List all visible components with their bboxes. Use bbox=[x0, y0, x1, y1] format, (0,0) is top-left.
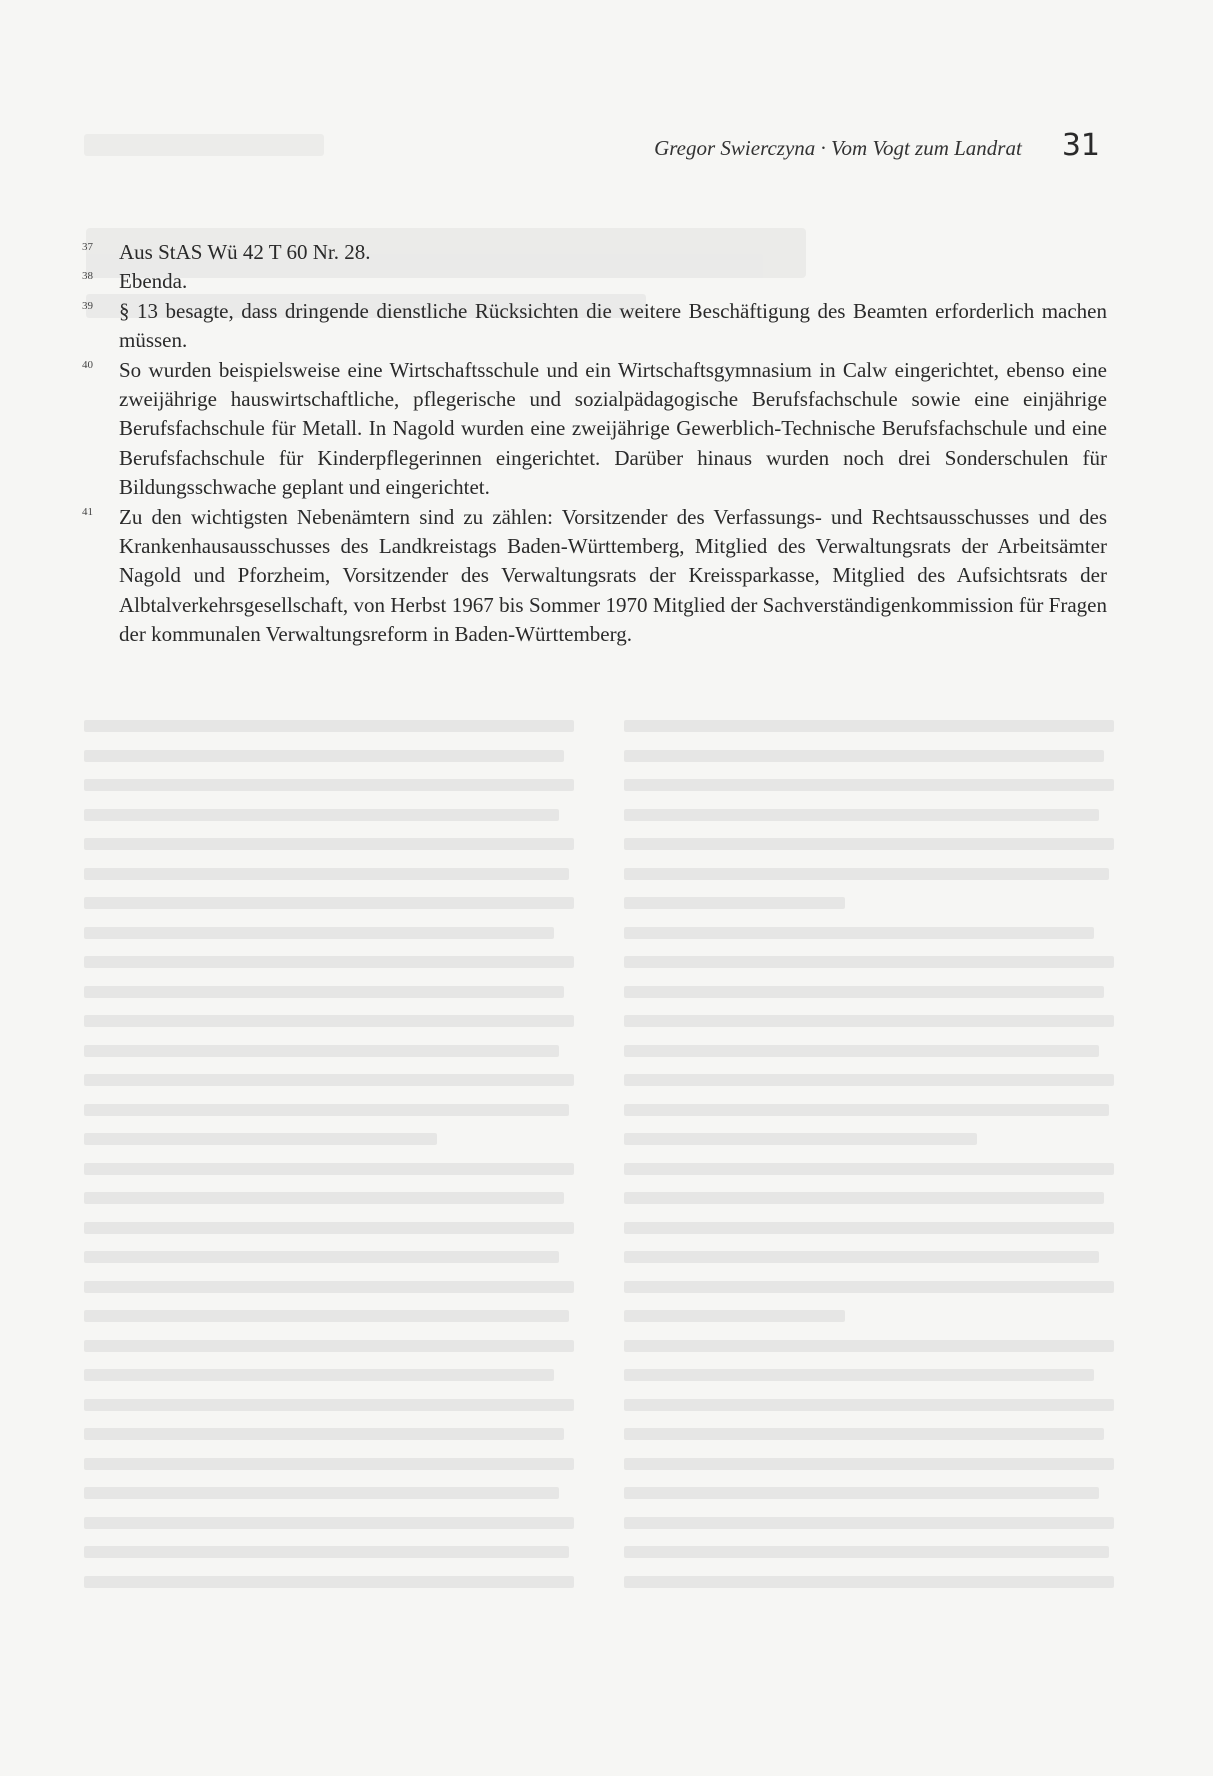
bleed-line bbox=[84, 838, 574, 850]
bleed-line bbox=[84, 1369, 554, 1381]
bleed-line bbox=[84, 1546, 569, 1558]
footnote-number: 37 bbox=[82, 241, 93, 253]
bleed-line bbox=[624, 956, 1114, 968]
bleed-line bbox=[624, 1458, 1114, 1470]
bleed-line bbox=[624, 897, 845, 909]
footnote-text: Aus StAS Wü 42 T 60 Nr. 28. bbox=[119, 240, 371, 264]
bleed-through-text bbox=[84, 720, 1114, 1620]
bleed-line bbox=[624, 1517, 1114, 1529]
bleed-line bbox=[624, 1340, 1114, 1352]
bleed-line bbox=[624, 927, 1094, 939]
bleed-line bbox=[84, 809, 559, 821]
bleed-line bbox=[624, 1399, 1114, 1411]
bleed-line bbox=[624, 1163, 1114, 1175]
bleed-line bbox=[624, 1310, 845, 1322]
bleed-line bbox=[624, 1576, 1114, 1588]
footnote-37 bbox=[82, 238, 1107, 267]
bleed-line bbox=[84, 1310, 569, 1322]
bleed-line bbox=[84, 1192, 564, 1204]
bleed-line bbox=[624, 1281, 1114, 1293]
footnote-text: Ebenda. bbox=[119, 269, 188, 294]
bleed-line bbox=[84, 750, 564, 762]
bleed-line bbox=[624, 1074, 1114, 1086]
bleed-line bbox=[624, 1015, 1114, 1027]
bleed-line bbox=[84, 897, 574, 909]
bleed-line bbox=[84, 1487, 559, 1499]
bleed-line bbox=[624, 1104, 1109, 1116]
bleed-line bbox=[624, 1192, 1104, 1204]
bleed-line bbox=[84, 1458, 574, 1470]
bleed-line bbox=[624, 1546, 1109, 1558]
bleed-line bbox=[84, 1428, 564, 1440]
bleed-line bbox=[84, 1340, 574, 1352]
bleed-line bbox=[84, 720, 574, 732]
running-title: Gregor Swierczyna · Vom Vogt zum Landrat bbox=[654, 136, 1022, 160]
footnote-40 bbox=[82, 356, 1107, 503]
bleed-line bbox=[84, 1163, 574, 1175]
footnote-number: 41 bbox=[82, 505, 93, 518]
bleed-line bbox=[624, 720, 1114, 732]
bleed-line bbox=[624, 868, 1109, 880]
bleed-line bbox=[84, 1222, 574, 1234]
bleed-line bbox=[84, 868, 569, 880]
bleed-line bbox=[84, 1251, 559, 1263]
footnote-number: 38 bbox=[82, 270, 93, 283]
bleed-line bbox=[84, 1281, 574, 1293]
bleed-line bbox=[624, 809, 1099, 821]
bleed-line bbox=[624, 1428, 1104, 1440]
bleed-line bbox=[84, 986, 564, 998]
bleed-line bbox=[84, 1133, 437, 1145]
footnote-number: 39 bbox=[82, 299, 93, 312]
bleed-line bbox=[624, 1251, 1099, 1263]
bleed-line bbox=[84, 1399, 574, 1411]
footnote-number: 40 bbox=[82, 358, 93, 371]
bleed-line bbox=[624, 1487, 1099, 1499]
footnote-41 bbox=[82, 503, 1107, 650]
bleed-line bbox=[624, 750, 1104, 762]
bleed-line bbox=[84, 1015, 574, 1027]
footnote-text: So wurden beispielsweise eine Wirtschaftsschule und ein Wirtschaftsgymnasium in Calw eingerichtet, ebenso eine zweijährige hauswirtschaftliche, pflegerische und sozialpädagogische Berufsfachschule sowie eine einjährige Berufsfachschule für Metall. In Nagold wurden eine zweijährige Gewerblich-Technische Berufsfachschule und eine Berufsfachschule für Kinderpflegerinnen eingerichtet. Darüber hinaus wurden noch drei Sonderschulen für Bildungsschwache geplant und eingerichtet. bbox=[119, 357, 1107, 500]
bleed-line bbox=[624, 1222, 1114, 1234]
bleed-line bbox=[84, 927, 554, 939]
running-header bbox=[560, 128, 1100, 168]
page-number: 31 bbox=[1061, 128, 1100, 163]
bleed-line bbox=[84, 1517, 574, 1529]
bleed-line bbox=[624, 1369, 1094, 1381]
footnotes-section bbox=[82, 238, 1107, 650]
footnote-text: Zu den wichtigsten Nebenämtern sind zu zählen: Vorsitzender des Verfassungs- und Rechtsausschusses und des Krankenhausausschusses des Landkreistags Baden-Württemberg, Mitglied des Verwaltungsrats der Arbeitsämter Nagold und Pforzheim, Vorsitzender des Verwaltungsrats der Kreissparkasse, Mitglied des Aufsichtsrats der Albtalverkehrsgesellschaft, von Herbst 1967 bis Sommer 1970 Mitglied der Sachverständigenkommission für Fragen der kommunalen Verwaltungsreform in Baden-Württemberg. bbox=[119, 504, 1107, 647]
bleed-through-header bbox=[84, 134, 324, 156]
footnote-text: § 13 besagte, dass dringende dienstliche Rücksichten die weitere Beschäftigung des Beamten erforderlich machen müssen. bbox=[119, 298, 1107, 353]
bleed-line bbox=[84, 1576, 574, 1588]
bleed-line bbox=[624, 1045, 1099, 1057]
bleed-line bbox=[84, 779, 574, 791]
bleed-line bbox=[84, 956, 574, 968]
bleed-line bbox=[84, 1045, 559, 1057]
bleed-line bbox=[624, 779, 1114, 791]
bleed-line bbox=[624, 986, 1104, 998]
footnote-38 bbox=[82, 267, 1107, 296]
bleed-line bbox=[624, 1133, 977, 1145]
bleed-line bbox=[84, 1104, 569, 1116]
bleed-line bbox=[624, 838, 1114, 850]
footnote-39 bbox=[82, 297, 1107, 356]
bleed-line bbox=[84, 1074, 574, 1086]
